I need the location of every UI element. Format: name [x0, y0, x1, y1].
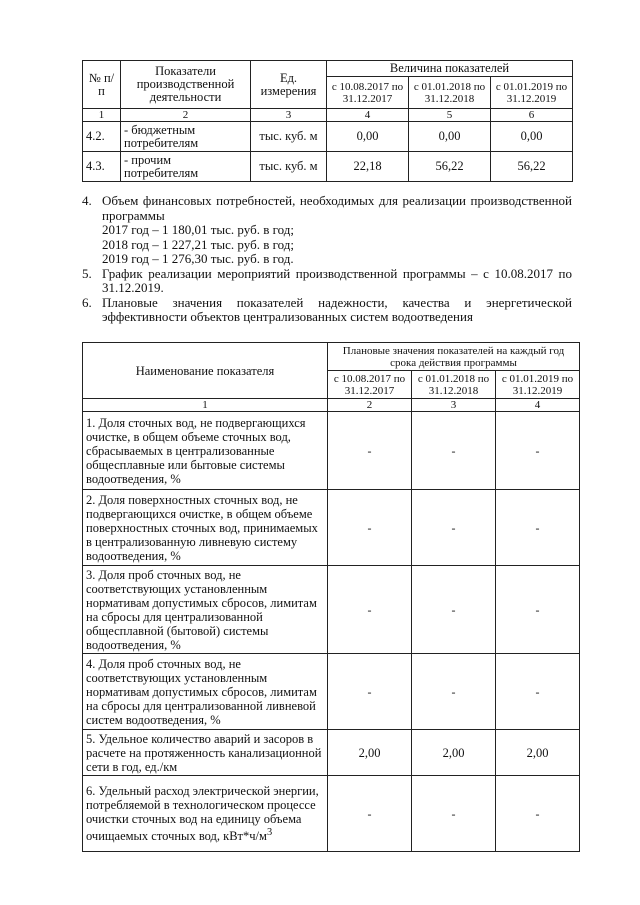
- table-row: [83, 776, 580, 852]
- indicator-name: 6. Удельный расход электрической энергии, потребляемой в технологическом процессе очистки сточных вод на единицу объема очищаемых сточных вод, кВт*ч/м: [86, 783, 319, 844]
- budget-line: 2017 год – 1 180,01 тыс. руб. в год;: [102, 222, 294, 237]
- table-row: [83, 152, 573, 182]
- list-marker: 4.: [82, 193, 92, 208]
- indicator-value: -: [496, 776, 580, 852]
- header-num: № п/п: [83, 61, 121, 109]
- indicator-value: -: [412, 490, 496, 566]
- column-number: 1: [83, 399, 328, 412]
- row-value: 22,18: [327, 152, 409, 182]
- row-name: - прочим потребителям: [121, 152, 251, 182]
- column-number: 1: [83, 109, 121, 122]
- list-item-text: График реализации мероприятий производственной программы – с 10.08.2017 по 31.12.2019.: [102, 265, 572, 295]
- table-row: [83, 654, 580, 730]
- row-value: 56,22: [409, 152, 491, 182]
- header-unit: Ед. измерения: [251, 61, 327, 109]
- indicator-value: -: [496, 654, 580, 730]
- header-name: Наименование показателя: [83, 343, 328, 399]
- indicator-value: -: [328, 654, 412, 730]
- numbered-list: [82, 194, 572, 325]
- header-period: с 10.08.2017 по 31.12.2017: [328, 371, 412, 399]
- indicator-value: 2,00: [412, 730, 496, 776]
- indicator-name-cell: [83, 776, 328, 852]
- column-number: 3: [412, 399, 496, 412]
- indicator-name: 3. Доля проб сточных вод, не соответствующих установленным нормативам допустимых сбросов, лимитам на сбросы для централизованной общесплавной (бытовой) системы водоотведения, %: [83, 566, 328, 654]
- header-period: с 01.01.2019 по 31.12.2019: [496, 371, 580, 399]
- indicator-value: -: [412, 776, 496, 852]
- indicator-name: 4. Доля проб сточных вод, не соответствующих установленным нормативам допустимых сбросов, лимитам на сбросы для централизованной ливневой систем водоотведения, %: [83, 654, 328, 730]
- list-item: [82, 267, 572, 296]
- indicator-value: -: [496, 566, 580, 654]
- table-row: [83, 412, 580, 490]
- indicator-value: 2,00: [328, 730, 412, 776]
- indicator-value: -: [412, 654, 496, 730]
- unit-superscript: 3: [266, 826, 273, 838]
- column-number: 4: [496, 399, 580, 412]
- production-indicators-table: [82, 60, 573, 182]
- list-item-text: Объем финансовых потребностей, необходимых для реализации производственной программы: [102, 193, 572, 223]
- budget-line: 2019 год – 1 276,30 тыс. руб. в год.: [102, 251, 294, 266]
- header-plan: Плановые значения показателей на каждый год срока действия программы: [328, 343, 580, 371]
- column-number: 4: [327, 109, 409, 122]
- indicator-name: 2. Доля поверхностных сточных вод, не подвергающихся очистке, в общем объеме поверхностных сточных вод, принимаемых в централизованную ливневую систему водоотведения, %: [83, 490, 328, 566]
- indicator-name: 5. Удельное количество аварий и засоров в расчете на протяженность канализационной сети в год, ед./км: [83, 730, 328, 776]
- indicator-name: 1. Доля сточных вод, не подвергающихся очистке, в общем объеме сточных вод, сбрасываемых в централизованные общесплавные или бытовые системы водоотведения, %: [83, 412, 328, 490]
- planned-indicators-table: [82, 342, 580, 852]
- table-row: [83, 490, 580, 566]
- row-num: 4.3.: [83, 152, 121, 182]
- row-num: 4.2.: [83, 122, 121, 152]
- row-value: 56,22: [491, 152, 573, 182]
- indicator-value: -: [412, 412, 496, 490]
- indicator-value: -: [412, 566, 496, 654]
- list-item: [82, 296, 572, 325]
- list-marker: 5.: [82, 265, 92, 281]
- header-period: с 01.01.2018 по 31.12.2018: [409, 77, 491, 109]
- column-number: 5: [409, 109, 491, 122]
- row-unit: тыс. куб. м: [251, 122, 327, 152]
- column-number: 2: [121, 109, 251, 122]
- indicator-value: -: [496, 412, 580, 490]
- list-item-text: Плановые значения показателей надежности, качества и энергетической эффективности объектов централизованных систем водоотведения: [102, 294, 572, 324]
- row-value: 0,00: [409, 122, 491, 152]
- column-number: 6: [491, 109, 573, 122]
- indicator-value: -: [328, 566, 412, 654]
- column-number: 3: [251, 109, 327, 122]
- table-row: [83, 122, 573, 152]
- budget-line: 2018 год – 1 227,21 тыс. руб. в год;: [102, 236, 294, 252]
- table-row: [83, 566, 580, 654]
- table-row: [83, 730, 580, 776]
- indicator-value: 2,00: [496, 730, 580, 776]
- header-period: с 01.01.2019 по 31.12.2019: [491, 77, 573, 109]
- row-name: - бюджетным потребителям: [121, 122, 251, 152]
- indicator-value: -: [328, 412, 412, 490]
- row-value: 0,00: [491, 122, 573, 152]
- indicator-value: -: [328, 490, 412, 566]
- header-value: Величина показателей: [327, 61, 573, 77]
- column-number: 2: [328, 399, 412, 412]
- row-value: 0,00: [327, 122, 409, 152]
- list-item: [82, 194, 572, 267]
- list-marker: 6.: [82, 294, 92, 310]
- indicator-value: -: [328, 776, 412, 852]
- header-indicators: Показатели производственной деятельности: [121, 61, 251, 109]
- row-unit: тыс. куб. м: [251, 152, 327, 182]
- indicator-value: -: [496, 490, 580, 566]
- header-period: с 01.01.2018 по 31.12.2018: [412, 371, 496, 399]
- header-period: с 10.08.2017 по 31.12.2017: [327, 77, 409, 109]
